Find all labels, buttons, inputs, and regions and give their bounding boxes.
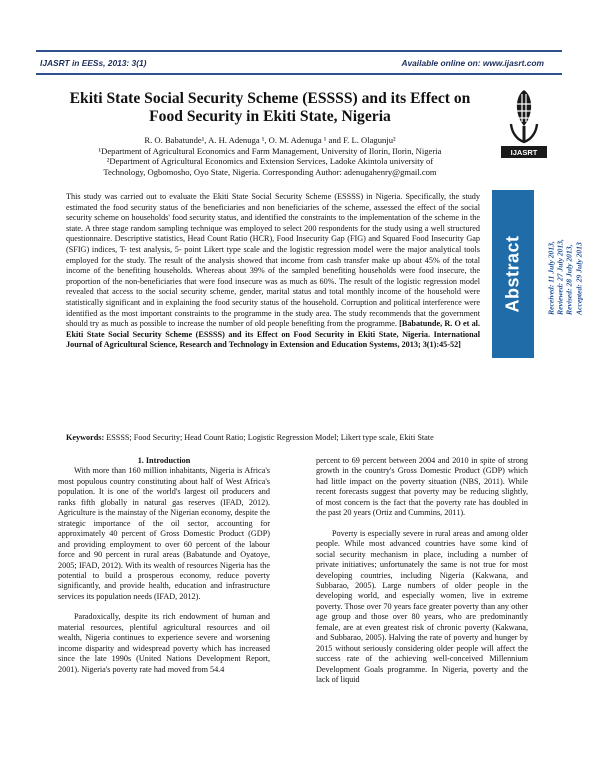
section-heading: 1. Introduction	[137, 456, 191, 465]
date-reviewed: Reviewed: 27 July 2013,	[555, 239, 565, 315]
keywords-label: Keywords:	[66, 433, 105, 442]
abstract-text: This study was carried out to evaluate the Ekiti State Social Security Scheme (ESSSS) in Nigeria. Specifically, the study estimated the food security status of the beneficiaries and non beneficiaries of the scheme, assessed the effect of the social security scheme on households' food security status, and identified the constraints to the implementation of the scheme in the state. A three stage random sampling technique was employed to select 200 respondents for the study using a well structured questionnaire. Descriptive statistics, Head Count Ratio (HCR), Food Insecurity Gap (FIG) and Squared Food Insecurity Gap (SFIG) indices, T- test analysis, 5- point Likert type scale and the logistic regression model were the major analytical tools employed for the study. The result of the analysis showed that income from cash transfer make up about 45% of the total income of the benefiting households. Whereas about 39% of the sampled benefiting households were food insecure, the proportion of the non-beneficiaries that were food insecure was as much as 60%. The result of the logistic regression model revealed that access to the social security scheme, gender, marital status and total monthly income of the household were statistically significant and in explaining the food security status of the household. Corruption and political interference were identified as the most important constraints to the programme in the study area. The study recommends that the government should try as much as possible to increase the number of old people benefiting from the programme.	[66, 192, 480, 329]
abstract-citation: [Babatunde, R. O et al. Ekiti State Social Security Scheme (ESSSS) and its Effect on Food Security in Ekiti State, Nigeria. International Journal of Agricultural Science, Research and Technology in Extension and Education Systems, 2013; 3(1):45-52]	[66, 319, 481, 350]
date-accepted: Accepted: 29 July 2013	[574, 242, 584, 315]
abstract-body	[66, 192, 480, 351]
author-block	[68, 135, 472, 177]
affiliation-2: ²Department of Agricultural Economics and Extension Services, Ladoke Akintola university of	[106, 156, 434, 167]
logo-label: IJASRT	[510, 148, 538, 157]
affiliation-1: ¹Department of Agricultural Economics and Farm Management, University of Ilorin, Ilorin, Nigeria	[98, 145, 442, 156]
intro-paragraph-2: Paradoxically, despite its rich endowment of human and material resources, plentiful agricultural resources and oil wealth, Nigeria continues to experience severe and worsening income disparity and widespread poverty which has increased since the late 1990s (United Nations Development Report, 2001). Nigeria's poverty rate had moved from 54.4	[58, 612, 270, 674]
intro-paragraph-2-cont: percent to 69 percent between 2004 and 2010 in spite of strong growth in the country's Gross Domestic Product (GDP) which had little impact on the poverty situation (NBS, 2011). While recent forecasts suggest that poverty may be reducing slightly, of most concern is the fact that the poverty rate has doubled in the past 20 years (Ortiz and Cummins, 2011).	[316, 456, 528, 518]
header-top-rule	[36, 50, 562, 52]
date-received: Received: 11 July 2013,	[546, 241, 556, 315]
affiliation-2-cont: Technology, Ogbomosho, Oyo State, Nigeria. Corresponding Author: adenugahenry@gmail.com	[103, 166, 437, 177]
intro-paragraph-1: With more than 160 million inhabitants, Nigeria is Africa's most populous country constituting about half of West Africa's population. It is one of the world's largest oil producers and ranks fifth globally in natural gas reserves (IFAD, 2012). Agriculture is the mainstay of the Nigerian economy, despite the strategic importance of the oil sector, accounting for approximately 40 percent of Gross Domestic Product (GDP) and providing employment to over 60 percent of the labour force and 90 percent in rural areas (Babatunde and Oyatoye, 2005; IFAD, 2012). With its wealth of resources Nigeria has the potential to build a prosperous economy, reduce poverty significantly, and provide health, education and infrastructure services its population needs (IFAD, 2012).	[58, 466, 270, 601]
body-right-column	[316, 456, 528, 686]
body-left-column	[58, 456, 270, 675]
paper-title: Ekiti State Social Security Scheme (ESSSS) and its Effect on Food Security in Ekiti State, Nigeria	[69, 90, 471, 125]
intro-paragraph-3: Poverty is especially severe in rural areas and among older people. While most advanced countries have some kind of social security mechanism in place, including a number of private initiatives; unfortunately the same is not true for most developing countries, including Nigeria (Kakwana, and Subbarao, 2005). Large numbers of older people in the developing world, and especially women, live in extreme poverty. Those over 70 years face greater poverty than any other age group and those over 80 years, who are predominantly female, are at even greatest risk of chronic poverty (Kakwana, and Subbarao, 2005). Halving the rate of poverty and hunger by 2015 without seriously considering older people will affect the success rate of the achieving well-conceived Millennium Development Goals programme. In Nigeria, poverty and the lack of liquid	[316, 528, 528, 685]
keywords-text: ESSSS; Food Security; Head Count Ratio; Logistic Regression Model; Likert type scale, Ekiti State	[106, 433, 434, 442]
header-bottom-rule	[36, 73, 562, 75]
author-names: R. O. Babatunde¹, A. H. Adenuga ¹, O. M. Adenuga ¹ and F. L. Olagunju²	[144, 135, 396, 145]
online-availability: Available online on: www.ijasrt.com	[401, 58, 544, 68]
article-dates	[547, 239, 584, 315]
date-revised: Revised: 28 July 2013,	[565, 244, 574, 315]
keywords	[66, 433, 480, 444]
journal-citation: IJASRT in EESs, 2013: 3(1)	[40, 58, 147, 68]
journal-logo-icon	[498, 84, 550, 164]
abstract-label: Abstract	[502, 235, 523, 313]
